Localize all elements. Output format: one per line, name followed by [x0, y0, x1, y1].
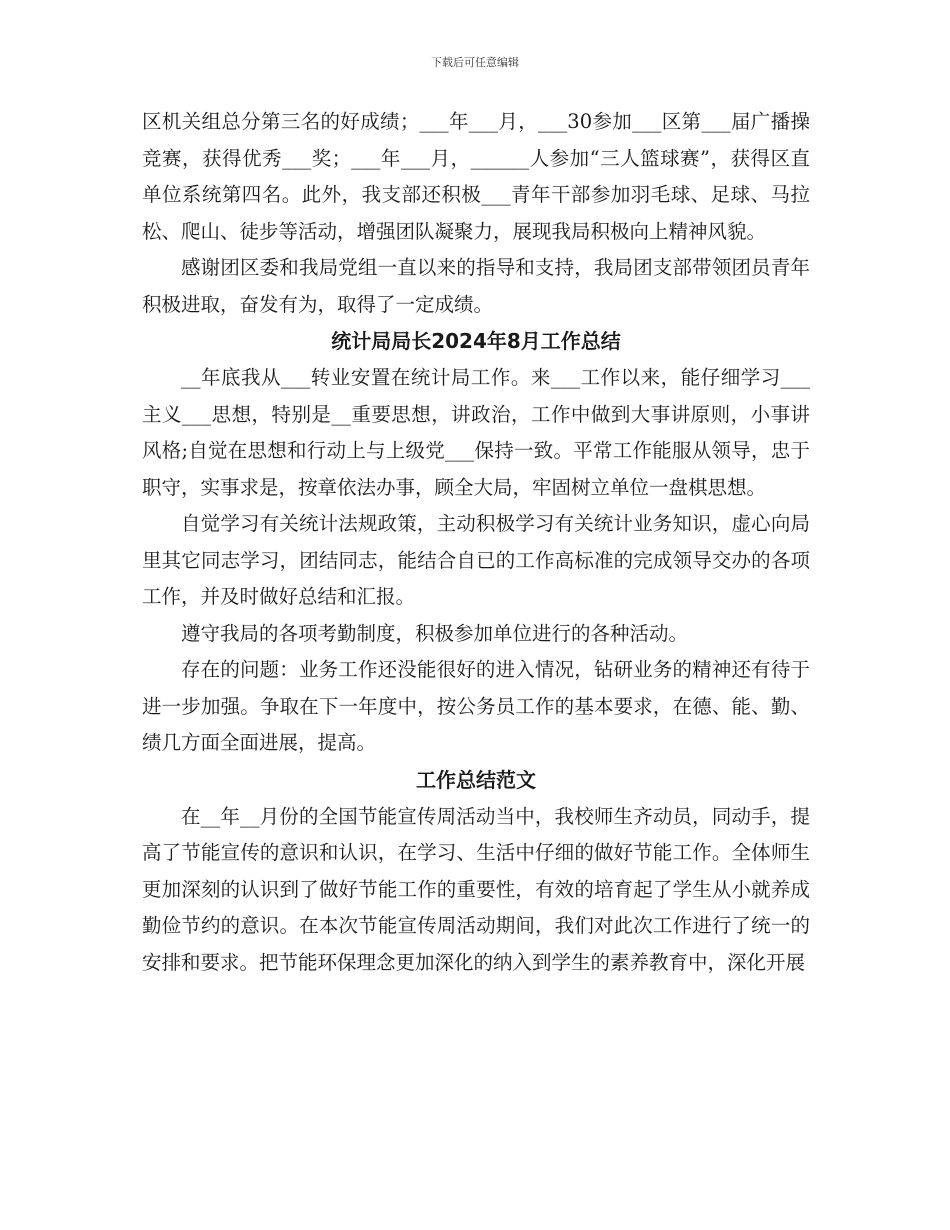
- paragraph: 区机关组总分第三名的好成绩；___年___月，___30参加___区第___届广播操竞赛，获得优秀___奖；___年___月，______人参加“三人篮球赛”，获得区直单位系统第四名。此外，我支部还积极___青年干部参加羽毛球、足球、马拉松、爬山、徒步等活动，增强团队凝聚力，展现我局积极向上精神风貌。: [142, 110, 810, 243]
- section-title: 工作总结范文: [416, 767, 536, 792]
- section-title: 统计局局长2024年8月工作总结: [331, 329, 621, 353]
- document-body: [142, 104, 810, 981]
- page-header: 下载后可任意编辑: [431, 56, 519, 69]
- paragraph: __年底我从___转业安置在统计局工作。来___工作以来，能仔细学习___主义___思想，特别是__重要思想，讲政治，工作中做到大事讲原则，小事讲风格;自觉在思想和行动上与上级党___保持一致。平常工作能服从领导，忠于职守，实事求是，按章依法办事，顾全大局，牢固树立单位一盘棋思想。: [142, 366, 810, 499]
- paragraph: 自觉学习有关统计法规政策，主动积极学习有关统计业务知识，虚心向局里其它同志学习，团结同志，能结合自已的工作高标准的完成领导交办的各项工作，并及时做好总结和汇报。: [142, 512, 810, 608]
- paragraph: 在__年__月份的全国节能宣传周活动当中，我校师生齐动员，同动手，提高了节能宣传的意识和认识，在学习、生活中仔细的做好节能工作。全体师生更加深刻的认识到了做好节能工作的重要性，有效的培育起了学生从小就养成勤俭节约的意识。在本次节能宣传周活动期间，我们对此次工作进行了统一的安排和要求。把节能环保理念更加深化的纳入到学生的素养教育中，深化开展: [142, 804, 810, 974]
- paragraph: 遵守我局的各项考勤制度，积极参加单位进行的各种活动。: [181, 621, 689, 645]
- paragraph: 感谢团区委和我局党组一直以来的指导和支持，我局团支部带领团员青年积极进取，奋发有为，取得了一定成绩。: [142, 256, 810, 316]
- paragraph: 存在的问题：业务工作还没能很好的进入情况，钻研业务的精神还有待于进一步加强。争取在下一年度中，按公务员工作的基本要求，在德、能、勤、绩几方面全面进展，提高。: [142, 658, 810, 754]
